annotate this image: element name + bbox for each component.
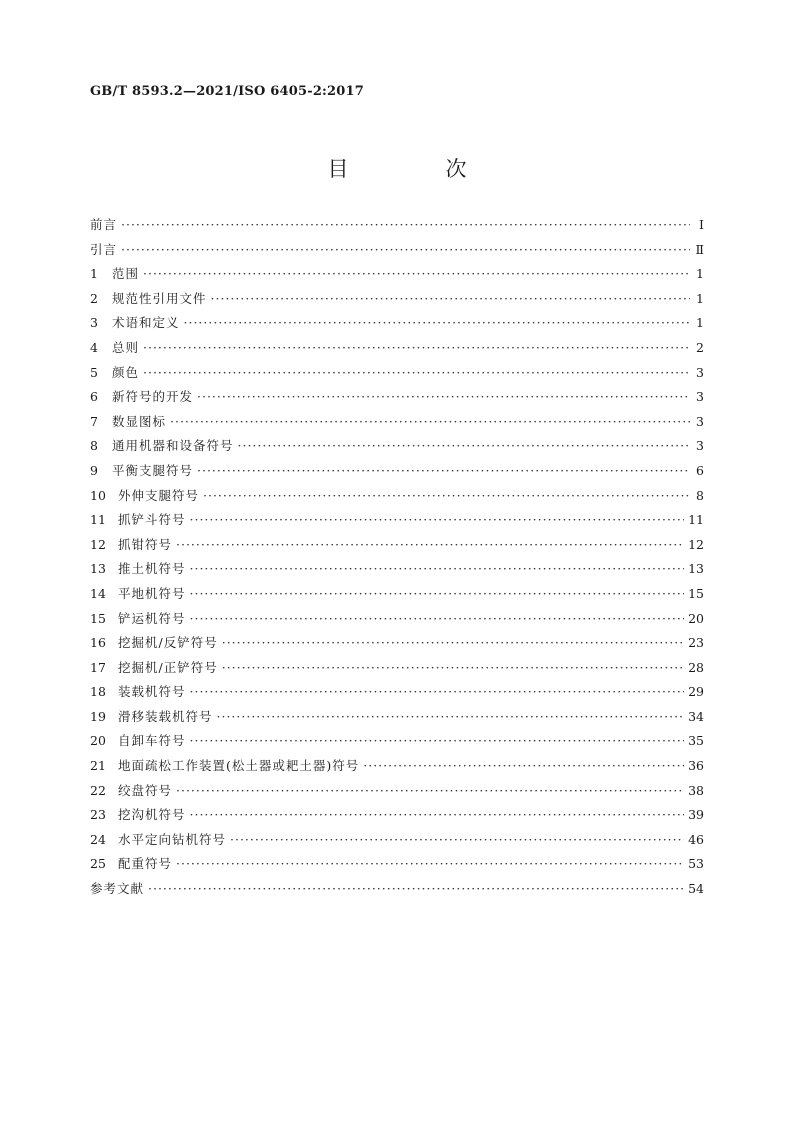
- toc-dot-leader: [184, 315, 690, 330]
- toc-entry-number: 18: [90, 684, 106, 700]
- toc-entry-number: 23: [90, 807, 106, 823]
- toc-dot-leader: [176, 856, 684, 871]
- toc-dot-leader: [230, 832, 684, 847]
- document-code: GB/T 8593.2—2021/ISO 6405-2:2017: [90, 84, 365, 99]
- toc-entry-label: 平衡支腿符号: [112, 462, 194, 478]
- toc-entry-number: 21: [90, 758, 106, 774]
- toc-entry[interactable]: [90, 486, 704, 511]
- toc-entry[interactable]: [90, 461, 704, 486]
- toc-entry[interactable]: [90, 633, 704, 658]
- toc-entry-number: 20: [90, 733, 106, 749]
- toc-entry-page: 15: [688, 585, 704, 601]
- toc-entry[interactable]: [90, 215, 704, 240]
- toc-dot-leader: [190, 561, 685, 576]
- toc-entry-page: 3: [696, 364, 704, 380]
- toc-entry[interactable]: [90, 658, 704, 683]
- toc-entry-page: 53: [688, 856, 704, 872]
- toc-entry-label: 铲运机符号: [118, 610, 186, 626]
- toc-entry[interactable]: [90, 879, 704, 904]
- toc-dot-leader: [148, 881, 684, 896]
- toc-entry-label: 推土机符号: [118, 561, 186, 577]
- toc-entry[interactable]: [90, 510, 704, 535]
- toc-entry[interactable]: [90, 412, 704, 437]
- toc-entry[interactable]: [90, 387, 704, 412]
- toc-entry-page: 36: [688, 758, 704, 774]
- toc-entry-page: 1: [696, 266, 704, 282]
- toc-entry[interactable]: [90, 805, 704, 830]
- toc-entry-label: 引言: [90, 241, 118, 257]
- toc-entry-number: 1: [90, 266, 98, 282]
- toc-dot-leader: [143, 365, 690, 380]
- toc-entry-number: 25: [90, 856, 106, 872]
- toc-entry-label: 配重符号: [118, 856, 173, 872]
- toc-entry[interactable]: [90, 584, 704, 609]
- toc-entry-page: 35: [688, 733, 704, 749]
- toc-entry-label: 数显图标: [112, 413, 167, 429]
- table-of-contents: [90, 215, 704, 904]
- toc-dot-leader: [190, 611, 685, 626]
- toc-dot-leader: [197, 463, 690, 478]
- toc-entry-label: 参考文献: [90, 881, 145, 897]
- toc-dot-leader: [121, 242, 690, 257]
- toc-entry-number: 12: [90, 536, 106, 552]
- toc-dot-leader: [190, 586, 685, 601]
- toc-entry-number: 11: [90, 512, 106, 528]
- toc-entry-number: 3: [90, 315, 98, 331]
- toc-entry[interactable]: [90, 830, 704, 855]
- toc-dot-leader: [203, 488, 690, 503]
- toc-entry-label: 术语和定义: [112, 315, 180, 331]
- toc-entry-label: 自卸车符号: [118, 733, 186, 749]
- page-title: 目 次: [327, 157, 505, 181]
- toc-dot-leader: [176, 783, 684, 798]
- toc-entry-number: 14: [90, 585, 106, 601]
- toc-entry-page: 12: [688, 536, 704, 552]
- toc-entry[interactable]: [90, 535, 704, 560]
- toc-entry-number: 10: [90, 487, 106, 503]
- toc-entry[interactable]: [90, 756, 704, 781]
- toc-entry-label: 范围: [112, 266, 140, 282]
- toc-dot-leader: [143, 266, 690, 281]
- toc-entry[interactable]: [90, 781, 704, 806]
- toc-entry-page: 11: [688, 512, 704, 528]
- toc-dot-leader: [176, 537, 684, 552]
- toc-entry-page: 3: [696, 389, 704, 405]
- toc-entry-number: 7: [90, 413, 98, 429]
- toc-entry-label: 挖掘机/正铲符号: [118, 659, 218, 675]
- toc-entry[interactable]: [90, 338, 704, 363]
- toc-entry-number: 5: [90, 364, 98, 380]
- toc-entry-number: 24: [90, 831, 106, 847]
- toc-entry-label: 平地机符号: [118, 585, 186, 601]
- toc-entry-page: 3: [696, 438, 704, 454]
- toc-entry-page: 34: [688, 708, 704, 724]
- toc-entry-page: 46: [688, 831, 704, 847]
- toc-entry-page: Ⅰ: [699, 217, 704, 232]
- toc-entry[interactable]: [90, 313, 704, 338]
- toc-entry-page: 38: [688, 782, 704, 798]
- toc-entry-page: 13: [688, 561, 704, 577]
- toc-entry-page: 1: [696, 315, 704, 331]
- toc-entry-page: 20: [688, 610, 704, 626]
- toc-dot-leader: [143, 340, 690, 355]
- toc-entry-label: 地面疏松工作装置(松土器或耙土器)符号: [118, 758, 360, 774]
- toc-dot-leader: [222, 635, 684, 650]
- toc-dot-leader: [217, 709, 685, 724]
- toc-dot-leader: [190, 512, 685, 527]
- toc-entry-number: 13: [90, 561, 106, 577]
- toc-entry-number: 15: [90, 610, 106, 626]
- toc-entry-label: 水平定向钻机符号: [118, 831, 227, 847]
- toc-entry[interactable]: [90, 289, 704, 314]
- toc-entry[interactable]: [90, 264, 704, 289]
- toc-entry-label: 挖沟机符号: [118, 807, 186, 823]
- toc-entry-page: 39: [688, 807, 704, 823]
- toc-entry-label: 外伸支腿符号: [118, 487, 200, 503]
- toc-entry[interactable]: [90, 559, 704, 584]
- toc-entry-label: 前言: [90, 217, 118, 232]
- toc-entry[interactable]: [90, 436, 704, 461]
- toc-entry-number: 6: [90, 389, 98, 405]
- toc-entry-page: 54: [688, 881, 704, 897]
- toc-entry-number: 17: [90, 659, 106, 675]
- toc-entry-page: 2: [696, 339, 704, 355]
- toc-entry[interactable]: [90, 854, 704, 879]
- toc-dot-leader: [170, 414, 690, 429]
- toc-entry-page: 23: [688, 635, 704, 651]
- toc-entry-label: 新符号的开发: [112, 389, 194, 405]
- toc-dot-leader: [238, 438, 690, 453]
- toc-dot-leader: [211, 291, 690, 306]
- toc-entry-label: 装载机符号: [118, 684, 186, 700]
- toc-entry-number: 2: [90, 290, 98, 306]
- toc-entry[interactable]: [90, 731, 704, 756]
- toc-entry-label: 总则: [112, 339, 140, 355]
- toc-entry-page: 29: [688, 684, 704, 700]
- toc-entry[interactable]: [90, 682, 704, 707]
- toc-entry-label: 颜色: [112, 364, 140, 380]
- toc-entry-page: 3: [696, 413, 704, 429]
- toc-entry-number: 8: [90, 438, 98, 454]
- toc-entry-page: 8: [696, 487, 704, 503]
- toc-entry-label: 抓钳符号: [118, 536, 173, 552]
- toc-entry[interactable]: [90, 609, 704, 634]
- toc-entry-page: 28: [688, 659, 704, 675]
- toc-entry[interactable]: [90, 363, 704, 388]
- toc-entry-label: 通用机器和设备符号: [112, 438, 234, 454]
- toc-entry-page: Ⅱ: [695, 241, 704, 257]
- toc-entry-number: 9: [90, 462, 98, 478]
- toc-entry-number: 4: [90, 339, 98, 355]
- toc-dot-leader: [197, 389, 690, 404]
- toc-entry-page: 1: [696, 290, 704, 306]
- toc-dot-leader: [190, 733, 685, 748]
- toc-dot-leader: [121, 217, 690, 232]
- toc-entry-label: 滑移装载机符号: [118, 708, 213, 724]
- toc-entry-number: 22: [90, 782, 106, 798]
- toc-dot-leader: [222, 660, 684, 675]
- toc-entry-label: 绞盘符号: [118, 782, 173, 798]
- toc-entry-label: 规范性引用文件: [112, 290, 207, 306]
- toc-entry[interactable]: [90, 240, 704, 265]
- toc-entry-page: 6: [696, 462, 704, 478]
- toc-entry-label: 抓铲斗符号: [118, 512, 186, 528]
- toc-entry-number: 19: [90, 708, 106, 724]
- toc-dot-leader: [363, 758, 684, 773]
- toc-dot-leader: [190, 684, 685, 699]
- toc-entry[interactable]: [90, 707, 704, 732]
- toc-entry-number: 16: [90, 635, 106, 651]
- toc-dot-leader: [190, 807, 685, 822]
- toc-entry-label: 挖掘机/反铲符号: [118, 635, 218, 651]
